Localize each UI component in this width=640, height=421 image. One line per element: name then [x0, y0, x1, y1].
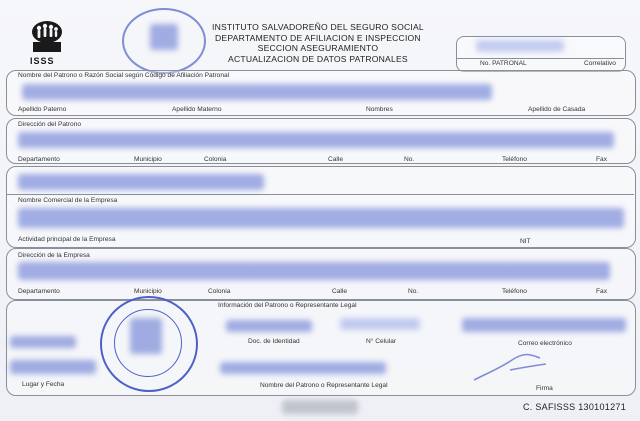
lugar-fecha-redaction-2: [10, 360, 96, 374]
direccion-patrono-title: Dirección del Patrono: [18, 121, 82, 128]
footer-code: C. SAFISSS 130101271: [522, 402, 626, 412]
firma-label: Firma: [536, 385, 553, 392]
apellido-materno-label: Apellido Materno: [172, 106, 222, 113]
isss-logo-icon: [28, 18, 66, 56]
direccion-patrono-redaction: [18, 132, 614, 148]
nit-label: NIT: [520, 238, 531, 245]
nombre-comercial-line: [6, 194, 634, 195]
stamp-center-redaction: [130, 318, 162, 354]
actividad-redaction: [18, 208, 624, 228]
nombre-comercial-label: Nombre Comercial de la Empresa: [18, 197, 118, 204]
colonia-label-2: Colonia: [208, 288, 231, 295]
apellido-paterno-label: Apellido Paterno: [18, 106, 67, 113]
telefono-label-1: Teléfono: [502, 156, 527, 163]
header-line-3: SECCION ASEGURAMIENTO: [257, 43, 379, 53]
fax-label-2: Fax: [596, 288, 607, 295]
info-representante-title: Información del Patrono o Representante Legal: [218, 302, 357, 309]
apellido-casada-label: Apellido de Casada: [528, 106, 586, 113]
actividad-label: Actividad principal de la Empresa: [18, 236, 116, 243]
celular-label: N° Celular: [366, 338, 397, 345]
calle-label-1: Calle: [328, 156, 344, 163]
calle-label-2: Calle: [332, 288, 348, 295]
form-header: [212, 22, 424, 64]
doc-identidad-redaction: [226, 320, 312, 332]
header-line-2: DEPARTAMENTO DE AFILIACION E INSPECCION: [215, 32, 421, 43]
departamento-label-1: Departamento: [18, 156, 60, 163]
header-stamp-redaction: [150, 24, 178, 50]
logo-text: ISSS: [30, 56, 55, 66]
municipio-label-2: Municipio: [134, 288, 162, 295]
telefono-label-2: Teléfono: [502, 288, 527, 295]
correlativo-label: Correlativo: [584, 60, 616, 67]
bottom-redaction: [282, 400, 358, 414]
nombre-representante-label: Nombre del Patrono o Representante Legal: [260, 382, 388, 389]
no-label-1: No.: [404, 156, 415, 163]
nombre-comercial-redaction: [18, 174, 264, 190]
nombres-label: Nombres: [366, 106, 393, 113]
correo-redaction: [462, 318, 626, 332]
nombre-patrono-redaction: [22, 84, 492, 100]
signature-scribble: [470, 350, 550, 384]
patronal-value-redaction: [476, 40, 564, 52]
doc-identidad-label: Doc. de Identidad: [248, 338, 300, 345]
nombre-representante-redaction: [220, 362, 386, 374]
patronal-divider: [456, 58, 624, 59]
header-line-4: ACTUALIZACION DE DATOS PATRONALES: [228, 53, 408, 64]
direccion-empresa-title: Dirección de la Empresa: [18, 252, 90, 259]
direccion-empresa-redaction: [18, 262, 610, 280]
municipio-label-1: Municipio: [134, 156, 162, 163]
lugar-fecha-redaction-1: [10, 336, 76, 348]
header-line-1: INSTITUTO SALVADOREÑO DEL SEGURO SOCIAL: [212, 22, 424, 32]
nombre-patrono-title: Nombre del Patrono o Razón Social según Código de Afiliación Patronal: [18, 72, 230, 79]
departamento-label-2: Departamento: [18, 288, 60, 295]
no-patronal-label: No. PATRONAL: [480, 60, 527, 67]
correo-label: Correo electrónico: [518, 340, 572, 347]
no-label-2: No.: [408, 288, 419, 295]
celular-redaction: [340, 318, 420, 330]
fax-label-1: Fax: [596, 156, 607, 163]
lugar-fecha-label: Lugar y Fecha: [22, 381, 65, 388]
colonia-label-1: Colonia: [204, 156, 227, 163]
